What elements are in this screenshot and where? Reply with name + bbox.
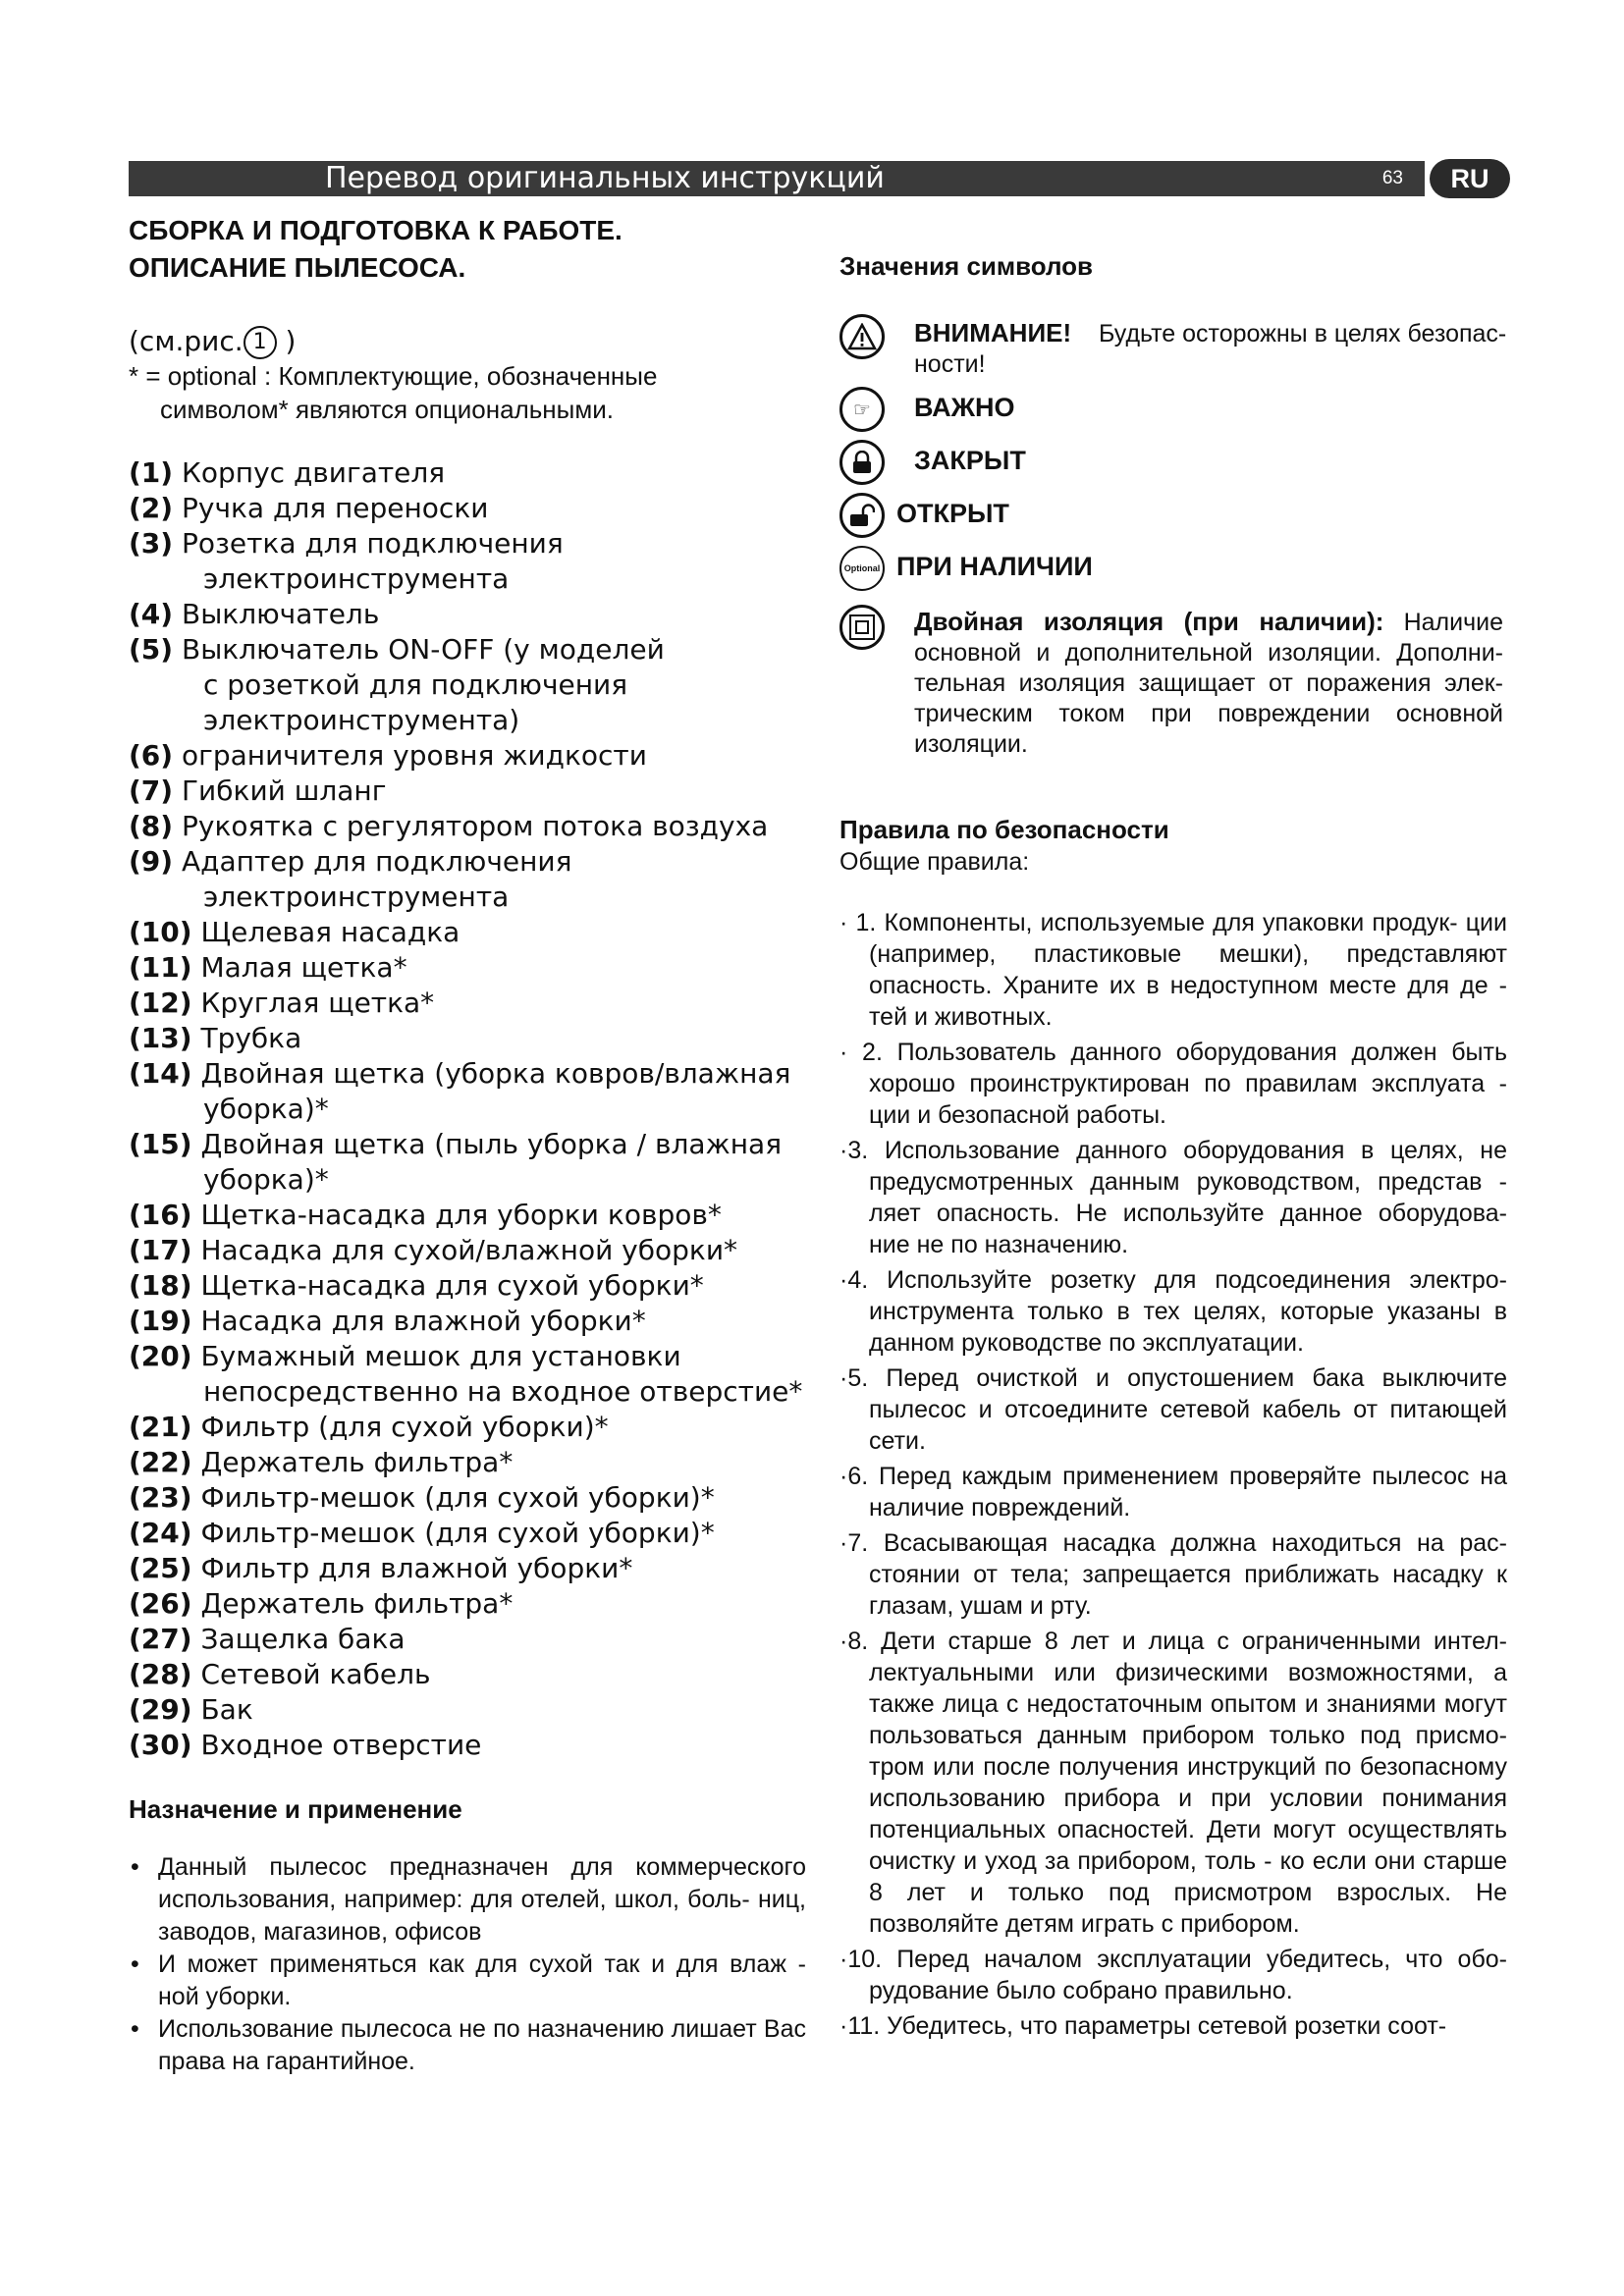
symbol-row-important — [839, 385, 1527, 438]
part-item — [129, 1339, 806, 1410]
figure-number-circle: 1 — [244, 326, 277, 359]
part-number: (5) — [129, 633, 174, 666]
double-insulation-icon — [839, 605, 885, 650]
part-text: Защелка бака — [200, 1623, 406, 1655]
safety-rule: · 2. Пользователь данного оборудования должен быть хорошо проинструктирован по правилам эксплуата - ции и безопасной работы. — [839, 1039, 1507, 1129]
part-item — [129, 491, 806, 526]
part-number: (20) — [129, 1340, 192, 1372]
part-number: (10) — [129, 916, 192, 948]
part-number: (26) — [129, 1587, 192, 1620]
part-text: ограничителя уровня жидкости — [181, 739, 647, 772]
part-item — [129, 738, 806, 774]
part-number: (25) — [129, 1552, 192, 1584]
part-text: Бак — [200, 1693, 253, 1726]
symbol-row-open — [839, 491, 1527, 544]
warning-label: ВНИМАНИЕ! — [914, 318, 1072, 347]
symbol-row-warning — [839, 312, 1527, 385]
safety-rule: · 1. Компоненты, используемые для упаковки продук- ции (например, пластиковые мешки), представляют опасность. Храните их в недоступном месте для де - тей и животных. — [839, 909, 1507, 1031]
part-item — [129, 844, 806, 915]
part-number: (7) — [129, 774, 174, 807]
symbol-row-closed — [839, 438, 1527, 491]
part-text: Розетка для подключения — [181, 527, 564, 560]
main-heading-line2: ОПИСАНИЕ ПЫЛЕСОСА. — [129, 252, 466, 283]
part-text-continued: электроинструмента) — [203, 704, 520, 736]
part-number: (16) — [129, 1199, 192, 1231]
part-text: Двойная щетка (уборка ковров/влажная — [200, 1057, 791, 1090]
part-item — [129, 597, 806, 632]
part-number: (1) — [129, 456, 174, 489]
hand-pointer-icon: ☞ — [839, 387, 885, 432]
part-text-continued: уборка)* — [203, 1093, 329, 1125]
purpose-item: • Данный пылесос предназначен для коммерческого использования, например: для отелей, школ, боль- ниц, заводов, магазинов, офисов — [129, 1851, 806, 1949]
part-number: (4) — [129, 598, 174, 630]
part-item — [129, 1410, 806, 1445]
part-number: (13) — [129, 1022, 192, 1054]
purpose-item: • И может применяться как для сухой так и для влаж - ной уборки. — [129, 1949, 806, 2013]
part-text: Держатель фильтра* — [200, 1587, 514, 1620]
part-text: Адаптер для подключения — [181, 845, 572, 878]
symbols-list — [839, 312, 1527, 770]
double-insulation-text: Наличие основной и дополнительной изоляции. Дополни- тельная изоляция защищает от поражения элек- трическим током при повреждении основной изоляции. — [914, 609, 1503, 758]
part-number: (9) — [129, 845, 174, 878]
part-item — [129, 1692, 806, 1728]
part-item — [129, 1127, 806, 1198]
part-text: Сетевой кабель — [200, 1658, 431, 1690]
part-item — [129, 1622, 806, 1657]
part-number: (23) — [129, 1481, 192, 1514]
part-text: Щетка-насадка для сухой уборки* — [200, 1269, 704, 1302]
part-item — [129, 1198, 806, 1233]
safety-rule: ·10. Перед началом эксплуатации убедитесь, что обо- рудование было собрано правильно. — [839, 1946, 1507, 2004]
safety-title: Правила по безопасности — [839, 815, 1169, 844]
safety-rule: ·7. Всасывающая насадка должна находиться на рас- стоянии от тела; запрещается приближать насадку к глазам, ушам и рту. — [839, 1529, 1507, 1620]
part-text: Малая щетка* — [200, 951, 407, 984]
part-text: Корпус двигателя — [181, 456, 446, 489]
safety-rule: ·11. Убедитесь, что параметры сетевой розетки соот- — [839, 2012, 1447, 2040]
safety-rule: ·4. Используйте розетку для подсоединения электро- инструмента только в тех целях, которые указаны в данном руководстве по эксплуатации. — [839, 1266, 1507, 1357]
part-number: (28) — [129, 1658, 192, 1690]
part-number: (30) — [129, 1729, 192, 1761]
part-item — [129, 1657, 806, 1692]
part-item — [129, 1728, 806, 1763]
part-item — [129, 1304, 806, 1339]
part-item — [129, 1586, 806, 1622]
see-figure-ref — [129, 324, 806, 359]
part-item — [129, 1233, 806, 1268]
part-text-continued: непосредственно на входное отверстие* — [203, 1375, 803, 1408]
part-text-continued: уборка)* — [203, 1163, 329, 1196]
language-badge: RU — [1430, 159, 1510, 198]
safety-rule: ·5. Перед очисткой и опустошением бака выключите пылесос и отсоедините сетевой кабель от питающей сети. — [839, 1364, 1507, 1455]
part-number: (6) — [129, 739, 174, 772]
part-text: Рукоятка с регулятором потока воздуха — [181, 810, 769, 842]
part-number: (15) — [129, 1128, 192, 1160]
part-number: (17) — [129, 1234, 192, 1266]
closed-label: ЗАКРЫТ — [914, 446, 1026, 475]
part-item — [129, 915, 806, 950]
part-text: Входное отверстие — [200, 1729, 482, 1761]
purpose-title: Назначение и применение — [129, 1794, 462, 1824]
part-number: (11) — [129, 951, 192, 984]
part-item — [129, 1551, 806, 1586]
part-item — [129, 1056, 806, 1127]
main-heading — [129, 212, 806, 287]
part-item — [129, 986, 806, 1021]
part-item — [129, 950, 806, 986]
part-number: (14) — [129, 1057, 192, 1090]
part-item — [129, 1516, 806, 1551]
warning-icon — [839, 314, 885, 359]
part-text: Трубка — [200, 1022, 302, 1054]
part-text: Щелевая насадка — [200, 916, 460, 948]
symbol-row-optional — [839, 544, 1527, 597]
part-number: (29) — [129, 1693, 192, 1726]
warning-text: Будьте осторожны в целях безопас- ности! — [914, 320, 1507, 378]
optional-icon: Optional — [839, 546, 885, 591]
part-number: (22) — [129, 1446, 192, 1478]
part-text: Фильтр для влажной уборки* — [200, 1552, 633, 1584]
part-text: Бумажный мешок для установки — [200, 1340, 681, 1372]
part-text: Выключатель — [181, 598, 380, 630]
part-item — [129, 526, 806, 597]
header-bar — [129, 161, 1425, 196]
page-number: 63 — [1381, 168, 1403, 188]
right-column — [839, 249, 1527, 2046]
main-heading-line1: СБОРКА И ПОДГОТОВКА К РАБОТЕ. — [129, 215, 623, 245]
optional-note-line2: символом* являются опциональными. — [160, 395, 614, 424]
symbols-title: Значения символов — [839, 251, 1094, 281]
part-number: (18) — [129, 1269, 192, 1302]
part-text: Выключатель ON-OFF (у моделей — [181, 633, 665, 666]
optional-note-line1: * = optional : Комплектующие, обозначенные — [129, 361, 658, 391]
lock-closed-icon — [839, 440, 885, 485]
symbol-row-double-insulation — [839, 605, 1527, 770]
safety-rule: ·3. Использование данного оборудования в целях, не предусмотренных данным руководством, представ - ляет опасность. Не используйте данное оборудова- ние не по назначению. — [839, 1137, 1507, 1258]
part-number: (27) — [129, 1623, 192, 1655]
part-item — [129, 774, 806, 809]
parts-list — [129, 455, 806, 1763]
part-number: (24) — [129, 1517, 192, 1549]
see-fig-prefix: (см.рис. — [129, 325, 244, 357]
part-text: Насадка для влажной уборки* — [200, 1305, 646, 1337]
part-text-continued: с розеткой для подключения — [203, 668, 628, 701]
part-text-continued: электроинструмента — [203, 881, 510, 913]
part-text: Двойная щетка (пыль уборка / влажная — [200, 1128, 783, 1160]
safety-rule: ·8. Дети старше 8 лет и лица с ограниченными интел- лектуальными или физическими возможностями, а также лица с недостаточным опытом и знаниями могут пользоваться данным прибором только под присмо- тром или после получения инструкций по безопасному использованию прибора и при условии понимания потенциальных опасностей. Дети могут осуществлять очистку и уход за прибором, толь - ко если они старше 8 лет и только под присмотром взрослых. Не позволяйте детям играть с прибором. — [839, 1628, 1507, 1938]
lock-open-icon — [839, 493, 885, 538]
part-item — [129, 1480, 806, 1516]
part-item — [129, 632, 806, 738]
part-text: Насадка для сухой/влажной уборки* — [200, 1234, 738, 1266]
part-text: Держатель фильтра* — [200, 1446, 514, 1478]
double-insulation-label: Двойная изоляция (при наличии): — [914, 607, 1384, 636]
part-text-continued: электроинструмента — [203, 562, 510, 595]
part-item — [129, 1268, 806, 1304]
part-number: (8) — [129, 810, 174, 842]
safety-rules-list — [839, 907, 1507, 2042]
part-text: Ручка для переноски — [181, 492, 489, 524]
part-text: Фильтр-мешок (для сухой уборки)* — [200, 1481, 715, 1514]
part-number: (19) — [129, 1305, 192, 1337]
part-text: Фильтр-мешок (для сухой уборки)* — [200, 1517, 715, 1549]
part-item — [129, 455, 806, 491]
part-number: (2) — [129, 492, 174, 524]
part-number: (3) — [129, 527, 174, 560]
part-item — [129, 1021, 806, 1056]
part-text: Круглая щетка* — [200, 987, 435, 1019]
purpose-item: • Использование пылесоса не по назначению лишает Вас права на гарантийное. — [129, 2013, 806, 2078]
part-item — [129, 1445, 806, 1480]
purpose-list — [129, 1851, 806, 2078]
part-text: Гибкий шланг — [181, 774, 387, 807]
part-number: (21) — [129, 1411, 192, 1443]
part-text: Щетка-насадка для уборки ковров* — [200, 1199, 722, 1231]
part-text: Фильтр (для сухой уборки)* — [200, 1411, 609, 1443]
optional-note — [129, 359, 806, 426]
important-label: ВАЖНО — [914, 393, 1015, 422]
optional-label: ПРИ НАЛИЧИИ — [896, 552, 1093, 581]
part-number: (12) — [129, 987, 192, 1019]
see-fig-suffix: ) — [285, 325, 297, 357]
left-column — [129, 212, 806, 2078]
safety-rule: ·6. Перед каждым применением проверяйте пылесос на наличие повреждений. — [839, 1463, 1507, 1522]
open-label: ОТКРЫТ — [896, 499, 1009, 528]
safety-subtitle: Общие правила: — [839, 848, 1030, 876]
part-item — [129, 809, 806, 844]
header-title: Перевод оригинальных инструкций — [325, 161, 885, 195]
